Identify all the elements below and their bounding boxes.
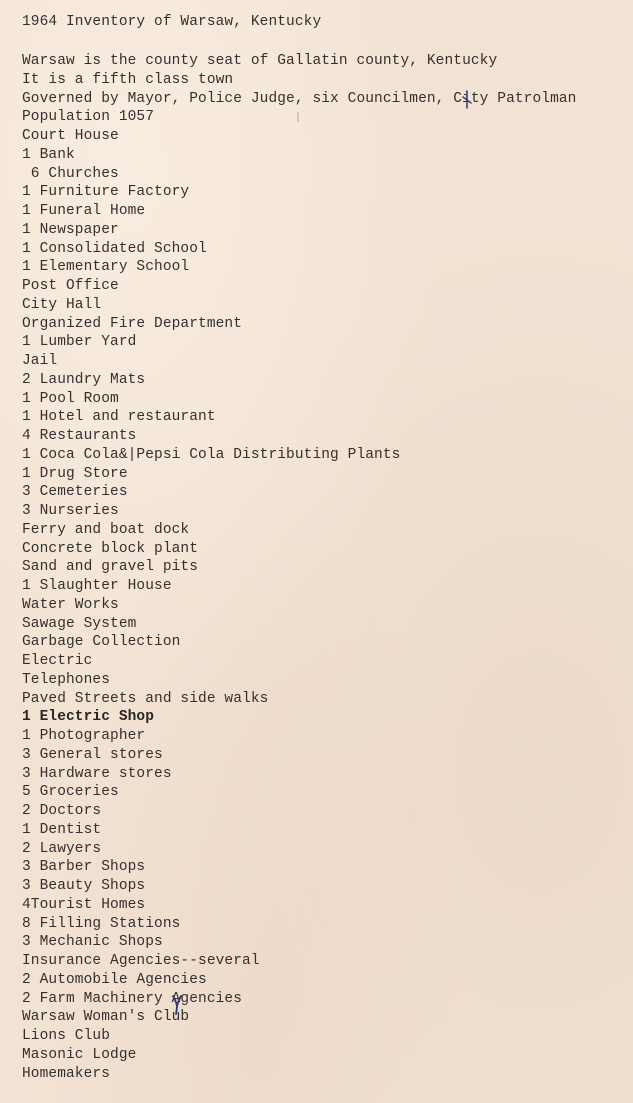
list-item: Court House [22, 128, 119, 144]
list-item: Population 1057 [22, 109, 155, 126]
list-item: Post Office [22, 278, 119, 294]
list-item: Sand and gravel pits [22, 559, 199, 576]
list-item: 4 Restaurants [22, 428, 137, 444]
list-item: It is a fifth class town [22, 71, 234, 88]
list-item: 4Tourist Homes [22, 896, 146, 913]
list-item: 5 Groceries [22, 784, 119, 801]
list-item: 1 Bank [22, 146, 75, 163]
list-item: Ferry and boat dock [22, 521, 190, 538]
paper-blemish [297, 112, 299, 122]
list-item: 1 Electric Shop [22, 709, 155, 726]
list-item: City Hall [22, 296, 102, 313]
list-item: Garbage Collection [22, 634, 181, 651]
list-item: 1 Photographer [22, 728, 146, 744]
list-item: Water Works [22, 596, 119, 613]
list-item: Concrete block plant [22, 540, 199, 557]
inventory-list [22, 52, 577, 1083]
list-item: 2 Lawyers [22, 840, 102, 857]
list-item: 2 Farm Machinery Agencies [22, 990, 243, 1007]
list-item: 3 Nurseries [22, 503, 119, 519]
list-item: 1 Hotel and restaurant [22, 409, 216, 426]
list-item: 1 Dentist [22, 821, 102, 838]
list-item: 1 Consolidated School [22, 240, 207, 257]
list-item: 1 Furniture Factory [22, 184, 190, 201]
list-item: Sawage System [22, 615, 137, 632]
list-item: 3 General stores [22, 746, 163, 763]
list-item: 3 Cemeteries [22, 484, 128, 501]
list-item: 3 Hardware stores [22, 765, 172, 782]
list-item: 1 Lumber Yard [22, 334, 137, 351]
list-item: Electric [22, 653, 93, 669]
list-item: 1 Pool Room [22, 390, 119, 407]
list-item: 1 Funeral Home [22, 203, 146, 219]
pen-correction-mark [171, 993, 183, 1015]
list-item: Insurance Agencies--several [22, 953, 260, 969]
document-title: 1964 Inventory of Warsaw, Kentucky [22, 14, 322, 30]
list-item: Governed by Mayor, Police Judge, six Councilmen, City Patrolman [22, 90, 577, 107]
list-item: 2 Doctors [22, 803, 102, 819]
list-item: 1 Drug Store [22, 465, 128, 482]
list-item: 2 Laundry Mats [22, 371, 146, 388]
list-item: Masonic Lodge [22, 1046, 137, 1063]
list-item: Organized Fire Department [22, 315, 243, 332]
list-item: 3 Mechanic Shops [22, 934, 163, 951]
pen-correction-mark [460, 90, 474, 110]
list-item: 8 Filling Stations [22, 915, 181, 932]
list-item: 1 Coca Cola&|Pepsi Cola Distributing Plants [22, 446, 401, 463]
list-item: 6 Churches [22, 165, 119, 182]
list-item: Lions Club [22, 1028, 111, 1044]
list-item: Warsaw is the county seat of Gallatin county, Kentucky [22, 53, 498, 69]
list-item: 3 Barber Shops [22, 859, 146, 876]
list-item: 2 Automobile Agencies [22, 971, 207, 988]
list-item: 1 Newspaper [22, 221, 119, 238]
list-item: Warsaw Woman's Club [22, 1009, 190, 1026]
list-item: Jail [22, 353, 58, 369]
list-item: Telephones [22, 671, 111, 688]
list-item: 3 Beauty Shops [22, 878, 146, 894]
list-item: 1 Slaughter House [22, 578, 172, 594]
list-item: 1 Elementary School [22, 259, 190, 276]
list-item: Paved Streets and side walks [22, 690, 269, 707]
list-item: Homemakers [22, 1065, 111, 1082]
